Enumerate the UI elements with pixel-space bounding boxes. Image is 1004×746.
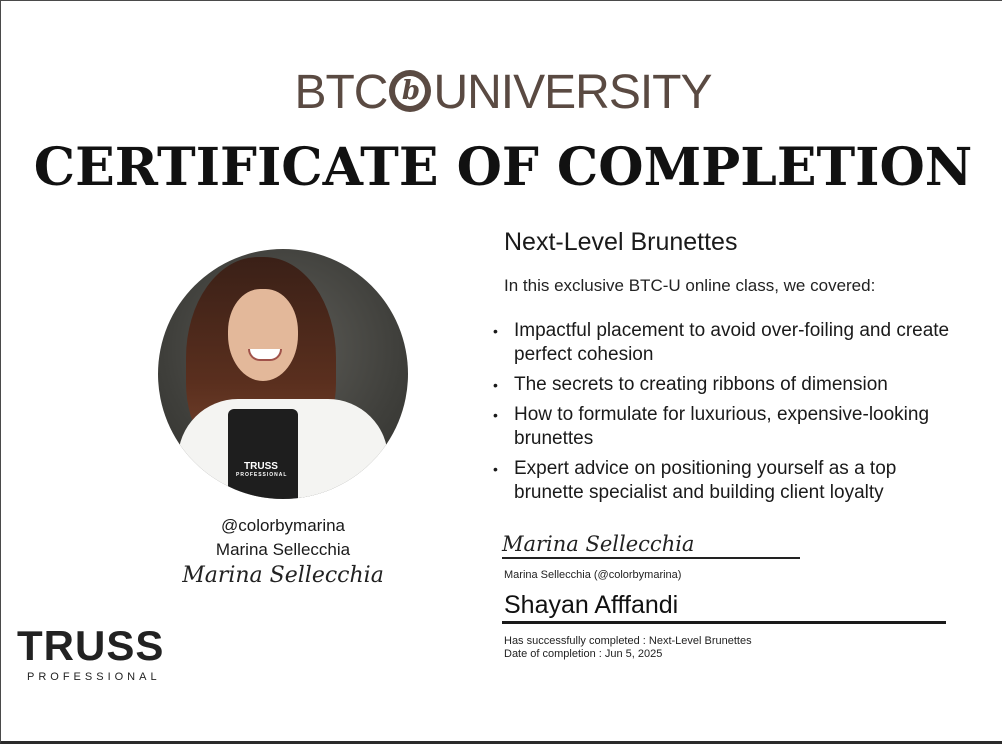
student-name: Shayan Afffandi — [502, 589, 946, 624]
topics-list — [491, 319, 951, 511]
topic-item: • How to formulate for luxurious, expensive-looking brunettes — [493, 404, 930, 449]
completion-date: Date of completion : Jun 5, 2025 — [504, 648, 663, 660]
btc-university-logo — [1, 63, 1004, 123]
instructor-signature-line: Marina Sellecchia — [502, 529, 800, 559]
topic-item: • Impactful placement to avoid over-foiling and create perfect cohesion — [493, 320, 950, 365]
brand-right-text: UNIVERSITY — [433, 66, 712, 119]
completion-details — [504, 635, 752, 661]
instructor-signature-caption: Marina Sellecchia (@colorbymarina) — [504, 569, 682, 581]
bullet-icon: • — [493, 461, 498, 477]
instructor-signature: Marina Sellecchia — [182, 563, 384, 588]
bullet-icon: • — [493, 377, 498, 393]
instructor-name: Marina Sellecchia — [215, 540, 351, 559]
course-title: Next-Level Brunettes — [504, 228, 738, 256]
apron-logo: TRUSS PROFESSIONAL — [236, 461, 288, 478]
bullet-icon: • — [493, 323, 498, 339]
truss-wordmark: TRUSS — [17, 622, 165, 669]
certificate-title: CERTIFICATE OF COMPLETION — [33, 137, 973, 198]
truss-professional-logo — [17, 623, 171, 683]
topic-item: • The secrets to creating ribbons of dimension — [493, 374, 888, 395]
completed-course-line: Has successfully completed : Next-Level Brunettes — [504, 635, 752, 647]
topic-item: • Expert advice on positioning yourself as a top brunette specialist and building client loyalty — [493, 458, 897, 503]
course-intro: In this exclusive BTC-U online class, we covered: — [504, 276, 876, 295]
bullet-icon: • — [493, 407, 498, 423]
btc-seal-icon: b — [389, 70, 431, 112]
instructor-photo — [158, 249, 408, 499]
instructor-handle: @colorbymarina — [220, 516, 346, 535]
truss-subtitle: PROFESSIONAL — [27, 671, 161, 683]
brand-left-text: BTC — [294, 66, 388, 119]
